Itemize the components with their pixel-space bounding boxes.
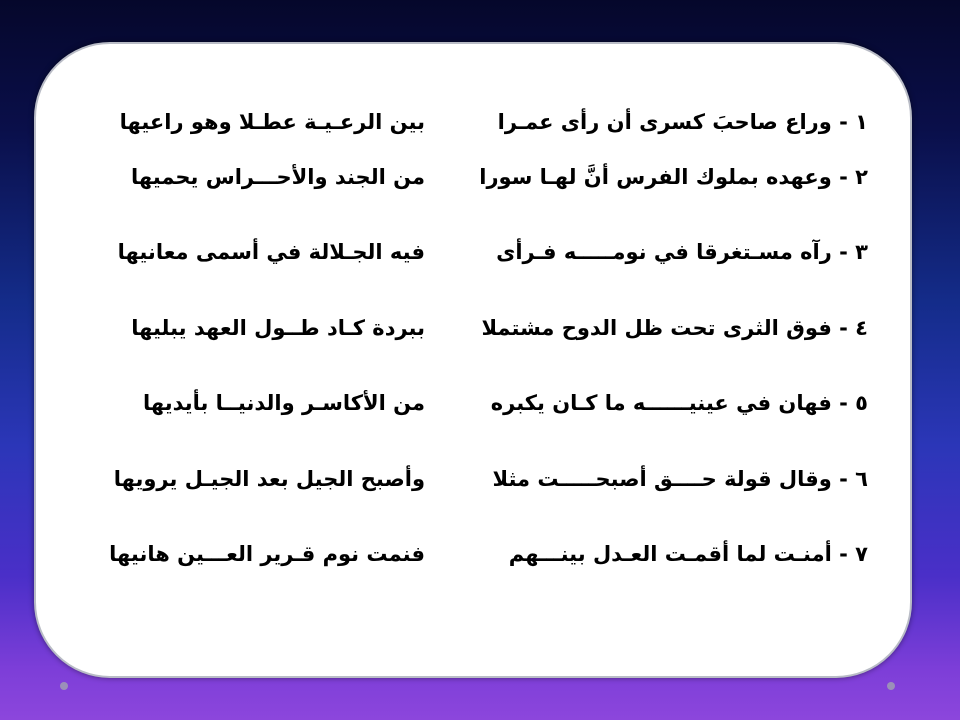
verse-7 [36,534,910,574]
verse-second-hemistich: وأصبح الجيل بعد الجيـل يرويها [113,467,425,491]
verse-first-hemistich: ٥ - فهان في عينيــــــه ما كـان يكبره [490,391,868,415]
verse-second-hemistich: فنمت نوم قـرير العـــين هانيها [109,542,425,566]
verse-2 [36,157,910,197]
verse-3 [36,232,910,272]
verse-first-hemistich: ٢ - وعهده بملوك الفرس أنَّ لهـا سورا [479,165,868,189]
verse-first-hemistich: ١ - وراع صاحبَ كسرى أن رأى عمـرا [497,110,868,134]
verse-first-hemistich: ٤ - فوق الثرى تحت ظل الدوح مشتملا [481,316,868,340]
verse-second-hemistich: من الجند والأحـــراس يحميها [131,165,425,189]
decorative-dot-right [887,682,895,690]
verse-list [36,44,910,676]
verse-second-hemistich: فيه الجـلالة في أسمى معانيها [117,240,425,264]
verse-6 [36,459,910,499]
poem-card [34,42,912,678]
verse-4 [36,308,910,348]
verse-5 [36,383,910,423]
decorative-dot-left [60,682,68,690]
verse-second-hemistich: بين الرعـيـة عطـلا وهو راعيها [119,110,425,134]
verse-first-hemistich: ٣ - رآه مسـتغرقا في نومـــــه فـرأى [496,240,868,264]
verse-second-hemistich: ببردة كـاد طــول العهد يبليها [131,316,425,340]
verse-second-hemistich: من الأكاسـر والدنيــا بأيديها [142,391,425,415]
verse-1 [36,102,910,142]
verse-first-hemistich: ٧ - أمنـت لما أقمـت العـدل بينـــهم [508,542,868,566]
verse-first-hemistich: ٦ - وقال قولة حــــق أصبحـــــت مثلا [492,467,868,491]
